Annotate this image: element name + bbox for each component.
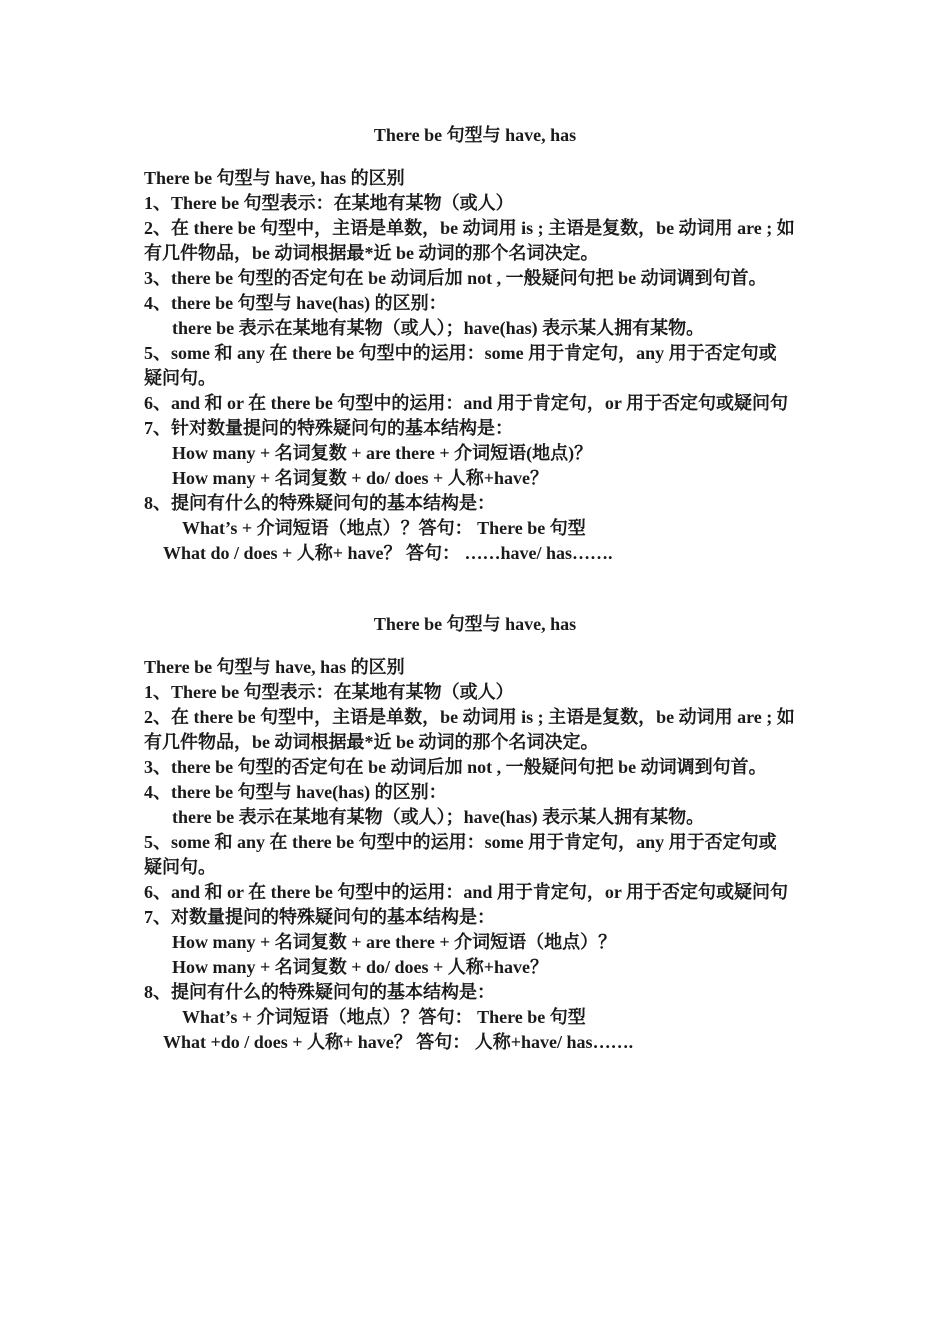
section-title: There be 句型与 have, has xyxy=(373,125,577,145)
point-4-detail: there be 表示在某地有某物（或人）；have(has) 表示某人拥有某物。 xyxy=(172,807,705,827)
section-body xyxy=(144,655,814,1055)
point-1: 1、There be 句型表示：在某地有某物（或人） xyxy=(144,682,514,702)
point-4: 4、there be 句型与 have(has) 的区别： xyxy=(144,293,447,313)
heading-line: There be 句型与 have, has 的区别 xyxy=(144,168,405,188)
point-2-continued: 有几件物品，be 动词根据最*近 be 动词的那个名词决定。 xyxy=(144,732,599,752)
point-8-structure-2: What do / does + 人称+ have？ 答句： ……have/ has……. xyxy=(163,543,613,563)
point-6: 6、and 和 or 在 there be 句型中的运用：and 用于肯定句，or 用于否定句或疑问句 xyxy=(144,393,789,413)
point-8-structure-2: What +do / does + 人称+ have？ 答句： 人称+have/ has……. xyxy=(163,1032,634,1052)
point-5-continued: 疑问句。 xyxy=(144,368,216,388)
section-title: There be 句型与 have, has xyxy=(373,614,577,634)
point-4-detail: there be 表示在某地有某物（或人）；have(has) 表示某人拥有某物。 xyxy=(172,318,705,338)
point-3: 3、there be 句型的否定句在 be 动词后加 not , 一般疑问句把 be 动词调到句首。 xyxy=(144,757,767,777)
point-8-structure-1: What’s + 介词短语（地点）？答句： There be 句型 xyxy=(182,518,586,538)
point-6: 6、and 和 or 在 there be 句型中的运用：and 用于肯定句，or 用于否定句或疑问句 xyxy=(144,882,789,902)
point-3: 3、there be 句型的否定句在 be 动词后加 not , 一般疑问句把 be 动词调到句首。 xyxy=(144,268,767,288)
section-2 xyxy=(0,611,950,1052)
point-5: 5、some 和 any 在 there be 句型中的运用：some 用于肯定句，any 用于否定句或 xyxy=(144,343,777,363)
point-7-structure-1: How many + 名词复数 + are there + 介词短语（地点）？ xyxy=(172,932,617,952)
point-8: 8、提问有什么的特殊疑问句的基本结构是： xyxy=(144,493,495,513)
point-4: 4、there be 句型与 have(has) 的区别： xyxy=(144,782,447,802)
heading-line: There be 句型与 have, has 的区别 xyxy=(144,657,405,677)
point-2: 2、在 there be 句型中，主语是单数，be 动词用 is ; 主语是复数，be 动词用 are ; 如 xyxy=(144,218,795,238)
point-7-structure-2: How many + 名词复数 + do/ does + 人称+have？ xyxy=(172,957,549,977)
point-7: 7、对数量提问的特殊疑问句的基本结构是： xyxy=(144,907,495,927)
point-5-continued: 疑问句。 xyxy=(144,857,216,877)
point-7: 7、针对数量提问的特殊疑问句的基本结构是： xyxy=(144,418,513,438)
point-7-structure-2: How many + 名词复数 + do/ does + 人称+have？ xyxy=(172,468,549,488)
point-7-structure-1: How many + 名词复数 + are there + 介词短语(地点)？ xyxy=(172,443,593,463)
point-2-continued: 有几件物品，be 动词根据最*近 be 动词的那个名词决定。 xyxy=(144,243,599,263)
point-1: 1、There be 句型表示：在某地有某物（或人） xyxy=(144,193,514,213)
point-8-structure-1: What’s + 介词短语（地点）？答句： There be 句型 xyxy=(182,1007,586,1027)
point-2: 2、在 there be 句型中，主语是单数，be 动词用 is ; 主语是复数，be 动词用 are ; 如 xyxy=(144,707,795,727)
section-body xyxy=(144,166,814,566)
section-1 xyxy=(0,122,950,563)
point-8: 8、提问有什么的特殊疑问句的基本结构是： xyxy=(144,982,495,1002)
point-5: 5、some 和 any 在 there be 句型中的运用：some 用于肯定句，any 用于否定句或 xyxy=(144,832,777,852)
